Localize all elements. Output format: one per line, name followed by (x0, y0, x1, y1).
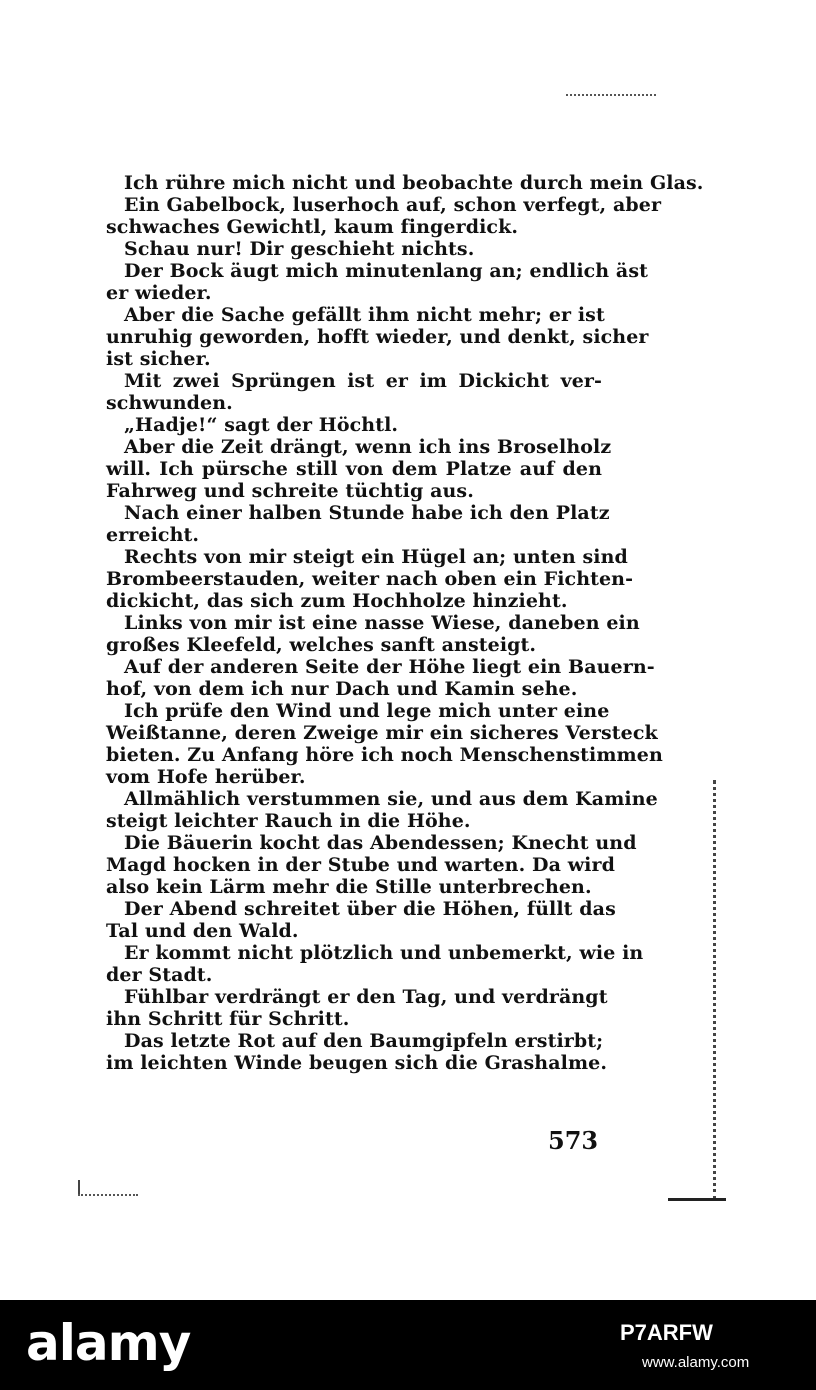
text-line: steigt leichter Rauch in die Höhe. (106, 810, 471, 832)
scan-artifact-top (566, 94, 656, 96)
text-line: der Stadt. (106, 964, 213, 986)
text-line: schwunden. (106, 392, 233, 414)
text-line: Aber die Sache gefällt ihm nicht mehr; er ist (124, 304, 605, 326)
text-line: ihn Schritt für Schritt. (106, 1008, 350, 1030)
scan-artifact-bottom-right (668, 1198, 726, 1201)
text-line: Links von mir ist eine nasse Wiese, daneben ein (124, 612, 640, 634)
brand-logo: alamy (26, 1314, 191, 1372)
text-line: Ein Gabelbock, luserhoch auf, schon verfegt, aber (124, 194, 662, 216)
text-line: Auf der anderen Seite der Höhe liegt ein Bauern- (124, 656, 655, 678)
scan-artifact-bottom-left-line (78, 1194, 138, 1196)
text-line: Ich rühre mich nicht und beobachte durch mein Glas. (124, 172, 704, 194)
text-line: dickicht, das sich zum Hochholze hinzieht. (106, 590, 568, 612)
text-line: vom Hofe herüber. (106, 766, 306, 788)
text-line: Magd hocken in der Stube und warten. Da wird (106, 854, 615, 876)
text-line: im leichten Winde beugen sich die Grashalme. (106, 1052, 608, 1074)
text-line: Der Abend schreitet über die Höhen, füllt das (124, 898, 616, 920)
text-line: erreicht. (106, 524, 200, 546)
text-line: Der Bock äugt mich minutenlang an; endlich äst (124, 260, 649, 282)
text-line: schwaches Gewichtl, kaum fingerdick. (106, 216, 519, 238)
text-line: Mit zwei Sprüngen ist er im Dickicht ver- (124, 370, 602, 392)
text-line: will. Ich pürsche still von dem Platze auf den (106, 458, 602, 480)
text-line: großes Kleefeld, welches sanft ansteigt. (106, 634, 537, 656)
text-line: Die Bäuerin kocht das Abendessen; Knecht und (124, 832, 637, 854)
text-line: Weißtanne, deren Zweige mir ein sicheres Versteck (106, 722, 658, 744)
text-line: „Hadje!“ sagt der Höchtl. (124, 414, 399, 436)
text-line: Fühlbar verdrängt er den Tag, und verdrängt (124, 986, 608, 1008)
scan-artifact-bottom-left (78, 1180, 80, 1194)
text-line: Nach einer halben Stunde habe ich den Platz (124, 502, 610, 524)
page-number: 573 (548, 1126, 599, 1155)
text-line: Allmählich verstummen sie, und aus dem Kamine (124, 788, 658, 810)
text-line: Ich prüfe den Wind und lege mich unter eine (124, 700, 610, 722)
text-line: ist sicher. (106, 348, 211, 370)
text-line: Er kommt nicht plötzlich und unbemerkt, wie in (124, 942, 644, 964)
text-line: Brombeerstauden, weiter nach oben ein Fichten- (106, 568, 634, 590)
text-line: also kein Lärm mehr die Stille unterbrechen. (106, 876, 592, 898)
text-line: Tal und den Wald. (106, 920, 299, 942)
text-line: er wieder. (106, 282, 212, 304)
image-code: P7ARFW (620, 1320, 713, 1345)
text-line: unruhig geworden, hofft wieder, und denkt, sicher (106, 326, 649, 348)
text-line: bieten. Zu Anfang höre ich noch Menschenstimmen (106, 744, 663, 766)
site-url: www.alamy.com (642, 1354, 750, 1371)
text-line: Rechts von mir steigt ein Hügel an; unten sind (124, 546, 628, 568)
text-line: Aber die Zeit drängt, wenn ich ins Broselholz (124, 436, 612, 458)
watermark-bar (0, 1300, 816, 1390)
text-line: Schau nur! Dir geschieht nichts. (124, 238, 475, 260)
text-line: Fahrweg und schreite tüchtig aus. (106, 480, 474, 502)
text-line: Das letzte Rot auf den Baumgipfeln erstirbt; (124, 1030, 604, 1052)
scan-artifact-right (713, 780, 716, 1200)
body-text (106, 172, 704, 1074)
text-line: hof, von dem ich nur Dach und Kamin sehe. (106, 678, 578, 700)
